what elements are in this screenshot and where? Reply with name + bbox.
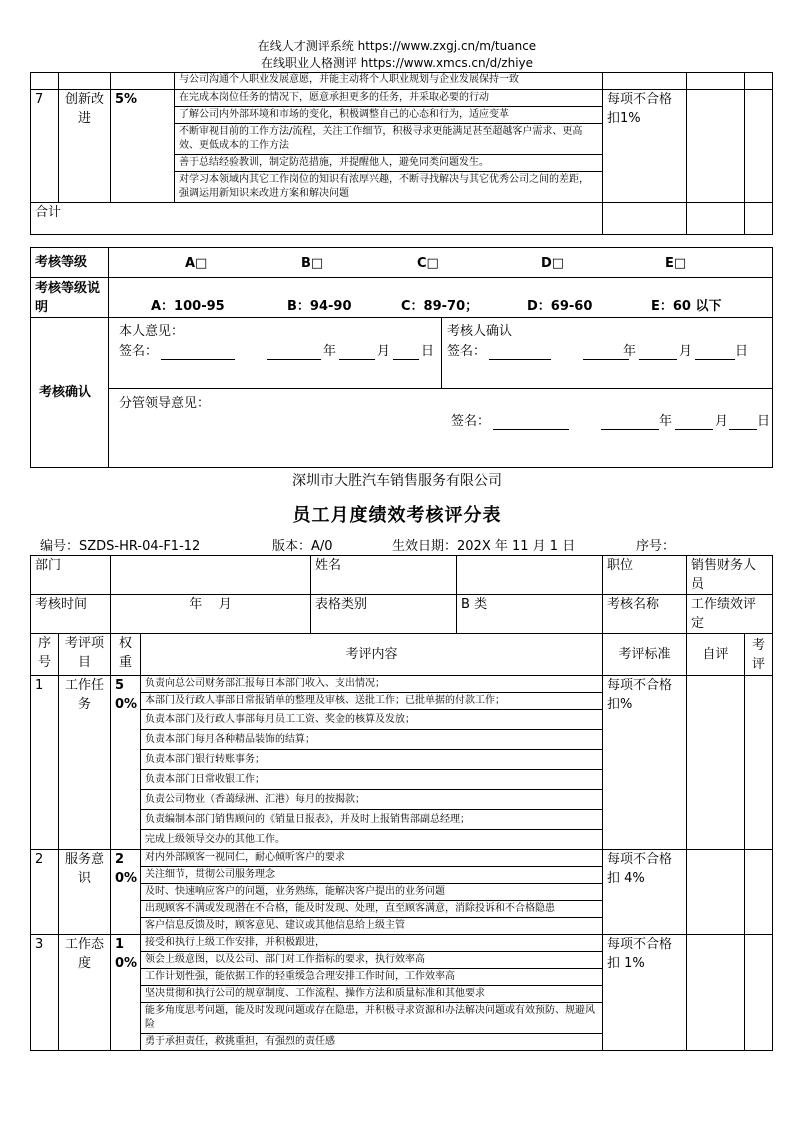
row1-self[interactable] — [687, 676, 745, 850]
row2-self[interactable] — [687, 850, 745, 935]
type-value: B 类 — [457, 595, 603, 634]
grade-desc-e: E：60 以下 — [651, 299, 722, 314]
row3-no: 3 — [31, 935, 59, 1051]
row7-name: 创新改进 — [59, 90, 111, 203]
col-content: 考评内容 — [141, 634, 603, 676]
row2-no: 2 — [31, 850, 59, 935]
row1-item: 负责本部门日常收银工作； — [141, 770, 602, 790]
row1-items — [141, 676, 602, 849]
row1-no: 1 — [31, 676, 59, 850]
row3-name: 工作态度 — [59, 935, 111, 1051]
assessor-day: 日 — [735, 344, 749, 359]
row1-item: 负责本部门银行转账事务； — [141, 750, 602, 770]
row1-item: 本部门及行政人事部日常报销单的整理及审核、送批工作；已批单据的付款工作； — [141, 693, 602, 710]
row1-name: 工作任务 — [59, 676, 111, 850]
row3-self[interactable] — [687, 935, 745, 1051]
self-sign-label: 签名： — [119, 344, 159, 359]
row3-review[interactable] — [745, 935, 773, 1051]
row3-item: 接受和执行上级工作安排，并积极跟进， — [141, 935, 602, 952]
row3-items — [141, 935, 602, 1050]
top-table — [30, 72, 773, 235]
row2-item: 关注细节，贯彻公司服务理念 — [141, 867, 602, 884]
company-name: 深圳市大胜汽车销售服务有限公司 — [292, 473, 502, 489]
row7-item: 善于总结经验教训，制定防范措施，并提醒他人，避免同类问题发生。 — [175, 155, 602, 172]
self-month: 月 — [377, 344, 391, 359]
row1-review[interactable] — [745, 676, 773, 850]
row3-item: 能多角度思考问题，能及时发现问题或存在隐患，并积极寻求资源和办法解决问题或有效预防、规避风险 — [141, 1003, 602, 1034]
row2-item: 客户信息反馈及时，顾客意见、建议或其他信息给上级主管 — [145, 920, 406, 931]
leader-day: 日 — [757, 414, 771, 429]
header-line-1: 在线人才测评系统 https://www.zxgj.cn/m/tuance — [257, 39, 537, 53]
confirm-label: 考核确认 — [31, 318, 109, 468]
row3-item: 勇于承担责任，救挑重担，有强烈的责任感 — [145, 1036, 336, 1047]
row1-weight: 50% — [111, 676, 141, 850]
name-value[interactable] — [457, 556, 603, 595]
doc-seq: 序号： — [636, 539, 676, 554]
dept-label: 部门 — [31, 556, 111, 595]
row1-item: 负责向总公司财务部汇报每日本部门收入、支出情况； — [141, 676, 602, 693]
leader-year: 年 — [659, 414, 673, 429]
assessor-month: 月 — [679, 344, 693, 359]
row7-items — [175, 90, 602, 202]
position-label: 职位 — [603, 556, 687, 595]
row7-item: 在完成本岗位任务的情况下，愿意承担更多的任务，并采取必要的行动 — [175, 90, 602, 107]
doc-code: 编号：SZDS-HR-04-F1-12 — [40, 539, 201, 554]
grade-d[interactable]: D□ — [541, 256, 565, 271]
row1-item: 负责编制本部门销售顾问的《销量日报表》，并及时上报销售部副总经理； — [141, 810, 602, 830]
row7-weight: 5% — [111, 90, 175, 203]
row3-item: 领会上级意图，以及公司、部门对工作指标的要求，执行效率高 — [141, 952, 602, 969]
row2-name: 服务意识 — [59, 850, 111, 935]
self-year: 年 — [323, 344, 337, 359]
grade-desc-a: A：100-95 — [151, 299, 225, 314]
total-label: 合计 — [31, 203, 603, 235]
row1-item: 负责公司物业（香蔼绿洲、汇港）每月的按揭款； — [141, 790, 602, 810]
position-value: 销售财务人员 — [687, 556, 773, 595]
row2-weight: 20% — [111, 850, 141, 935]
assessor-year: 年 — [623, 344, 637, 359]
grade-desc-b: B：94-90 — [287, 299, 352, 314]
leader-opinion-label: 分管领导意见： — [119, 396, 211, 411]
period-value[interactable]: 年 月 — [111, 595, 311, 634]
row7-self[interactable] — [687, 90, 745, 203]
assess-name-label: 考核名称 — [603, 595, 687, 634]
row3-standard: 每项不合格扣 1% — [603, 935, 687, 1051]
leader-sign-label: 签名： — [451, 414, 491, 429]
row2-review[interactable] — [745, 850, 773, 935]
page-title: 员工月度绩效考核评分表 — [292, 505, 502, 526]
header-line-2: 在线职业人格测评 https://www.xmcs.cn/d/zhiye — [260, 56, 534, 70]
leader-sign-line[interactable] — [493, 428, 569, 430]
row2-item: 对内外部顾客一视同仁，耐心倾听客户的要求 — [141, 850, 602, 867]
assessor-confirm-label: 考核人确认 — [447, 324, 513, 339]
row3-item: 工作计划性强，能依据工作的轻重缓急合理安排工作时间，工作效率高 — [141, 969, 602, 986]
assess-name-value: 工作绩效评定 — [687, 595, 773, 634]
form-table — [30, 555, 773, 1051]
row7-item: 了解公司内外部环境和市场的变化，积极调整自己的心态和行为，适应变革 — [175, 107, 602, 124]
row1-standard: 每项不合格扣% — [603, 676, 687, 850]
period-label: 考核时间 — [31, 595, 111, 634]
type-label: 表格类别 — [311, 595, 457, 634]
row3-item: 坚决贯彻和执行公司的规章制度、工作流程、操作方法和质量标准和其他要求 — [141, 986, 602, 1003]
grade-a[interactable]: A□ — [185, 256, 208, 271]
row1-item: 完成上级领导交办的其他工作。 — [145, 833, 286, 845]
assessor-sign-line[interactable] — [489, 358, 551, 360]
row1-item: 负责本部门及行政人事部每月员工工资、奖金的核算及发放； — [141, 710, 602, 730]
row1-item: 负责本部门每月各种精品装饰的结算； — [141, 730, 602, 750]
grade-c[interactable]: C□ — [417, 256, 439, 271]
row2-item: 出现顾客不满或发现潜在不合格，能及时发现、处理，直至顾客满意，消除投诉和不合格隐患 — [141, 901, 602, 918]
row3-weight: 10% — [111, 935, 141, 1051]
col-standard: 考评标准 — [603, 634, 687, 676]
grade-desc-label: 考核等级说明 — [31, 278, 109, 318]
self-opinion-label: 本人意见： — [119, 324, 185, 339]
dept-value[interactable] — [111, 556, 311, 595]
row7-no: 7 — [31, 90, 59, 203]
row7-item: 不断审视目前的工作方法/流程，关注工作细节，积极寻求更能满足甚至超越客户需求、更高效、更低成本的工作方法 — [175, 124, 602, 155]
col-weight: 权重 — [111, 634, 141, 676]
row2-standard: 每项不合格扣 4% — [603, 850, 687, 935]
row7-item: 对学习本领域内其它工作岗位的知识有浓厚兴趣，不断寻找解决与其它优秀公司之间的差距，强调运用新知识来改进方案和解决问题 — [179, 174, 589, 199]
grade-desc-d: D：69-60 — [527, 299, 593, 314]
col-no: 序号 — [31, 634, 59, 676]
grade-label: 考核等级 — [31, 248, 109, 278]
self-day: 日 — [421, 344, 435, 359]
row2-item: 及时、快速响应客户的问题，业务熟练，能解决客户提出的业务问题 — [141, 884, 602, 901]
row7-standard: 每项不合格扣1% — [603, 90, 687, 203]
grade-e[interactable]: E□ — [665, 256, 687, 271]
assessor-sign-label: 签名： — [447, 344, 487, 359]
leader-month: 月 — [715, 414, 729, 429]
prev-item: 与公司沟通个人职业发展意愿，并能主动将个人职业规划与企业发展保持一致 — [175, 73, 603, 90]
grade-desc-c: C：89-70； — [401, 299, 479, 314]
doc-date: 生效日期：202X 年 11 月 1 日 — [392, 539, 576, 554]
col-review: 考评 — [745, 634, 773, 676]
grade-table — [30, 247, 773, 468]
col-self: 自评 — [687, 634, 745, 676]
row2-items — [141, 850, 602, 934]
row7-review[interactable] — [745, 90, 773, 203]
name-label: 姓名 — [311, 556, 457, 595]
self-sign-line[interactable] — [161, 358, 235, 360]
doc-version: 版本：A/0 — [272, 539, 333, 554]
grade-b[interactable]: B□ — [301, 256, 324, 271]
col-item: 考评项目 — [59, 634, 111, 676]
